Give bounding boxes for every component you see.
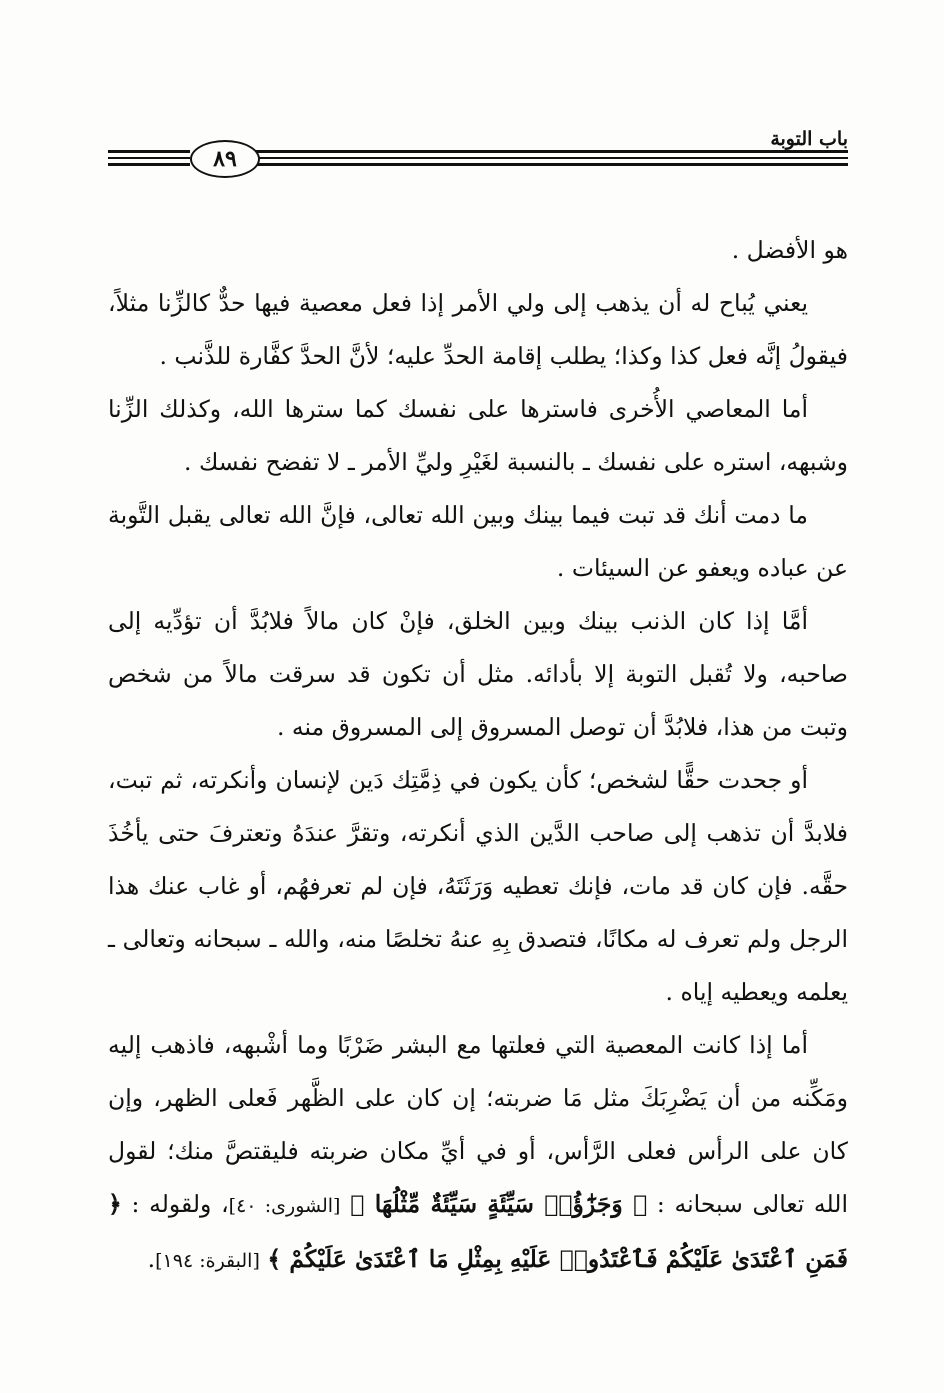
quran-reference: [البقرة: ١٩٤] [155, 1250, 260, 1272]
quran-reference: [الشورى: ٤٠] [228, 1195, 341, 1217]
paragraph: ما دمت أنك قد تبت فيما بينك وبين الله تعالى، فإنَّ الله تعالى يقبل التَّوبة عن عباده ويعفو عن السيئات . [108, 501, 848, 582]
chapter-title: باب التوبة [770, 128, 848, 150]
paragraph: هو الأفضل . [731, 236, 848, 264]
header-rule [108, 157, 190, 159]
page-header [108, 128, 848, 184]
paragraph: أمَّا إذا كان الذنب بينك وبين الخلق، فإنْ كان مالاً فلابُدَّ أن تؤدِّيه إلى صاحبه، ولا تُقبل التوبة إلا بأدائه. مثل أن تكون قد سرقت مالاً من شخص وتبت من هذا، فلابُدَّ أن توصل المسروق إلى المسروق منه . [108, 607, 848, 741]
quran-verse: ﴿ فَمَنِ ٱعْتَدَىٰ عَلَيْكُمْ فَٱعْتَدُوا۟ عَلَيْهِ بِمِثْلِ مَا ٱعْتَدَىٰ عَلَيْكُمْ ﴾ [108, 1190, 848, 1273]
header-rule [108, 150, 190, 153]
page-number: ٨٩ [190, 140, 260, 178]
paragraph: أما المعاصي الأُخرى فاسترها على نفسك كما سترها الله، وكذلك الزِّنا وشبهه، استره على نفسك ـ بالنسبة لغَيْرِ وليِّ الأمر ـ لا تفضح نفسك . [108, 395, 848, 476]
connector-text: . [147, 1245, 156, 1273]
paragraph: أو جحدت حقًّا لشخص؛ كأن يكون في ذِمَّتِك دَين لإنسان وأنكرته، ثم تبت، فلابدَّ أن تذهب إلى صاحب الدَّين الذي أنكرته، وتقرَّ عندَهُ وتعترفَ حتى يأخُذَ حقَّه. فإن كان قد مات، فإنك تعطيه وَرَثَتَهُ، فإن لم تعرفهُم، أو غاب عنك هذا الرجل ولم تعرف له مكانًا، فتصدق بِهِ عنهُ تخلصًا منه، والله ـ سبحانه وتعالى ـ يعلمه ويعطيه إياه . [108, 766, 848, 1006]
paragraph-text: أما إذا كانت المعصية التي فعلتها مع البشر ضَرْبًا وما أشْبهه، فاذهب إليه ومَكِّنه من أن يَضْرِبَكَ مثل مَا ضربته؛ إن كان على الظَّهر فَعلى الظهر، وإن كان على الرأس فعلى الرَّأس، أو في أيِّ مكان ضربته فليقتصَّ منك؛ لقول الله تعالى سبحانه : [108, 1031, 849, 1218]
quran-verse: ﴿ وَجَزَٰٓؤُا۟ سَيِّئَةٍ سَيِّئَةٌ مِّثْلُهَا ﴾ [350, 1190, 648, 1218]
body-text [108, 224, 848, 1288]
header-rule [256, 163, 848, 166]
header-rule [256, 157, 848, 159]
paragraph: يعني يُباح له أن يذهب إلى ولي الأمر إذا فعل معصية فيها حدٌّ كالزِّنا مثلاً، فيقولُ إنَّه فعل كذا وكذا؛ يطلب إقامة الحدِّ عليه؛ لأنَّ الحدَّ كفَّارة للذَّنب . [108, 289, 848, 370]
paragraph-with-quran [108, 1019, 848, 1288]
header-rule [108, 163, 190, 166]
header-rule [256, 150, 848, 153]
connector-text: ، ولقوله : [131, 1190, 229, 1218]
